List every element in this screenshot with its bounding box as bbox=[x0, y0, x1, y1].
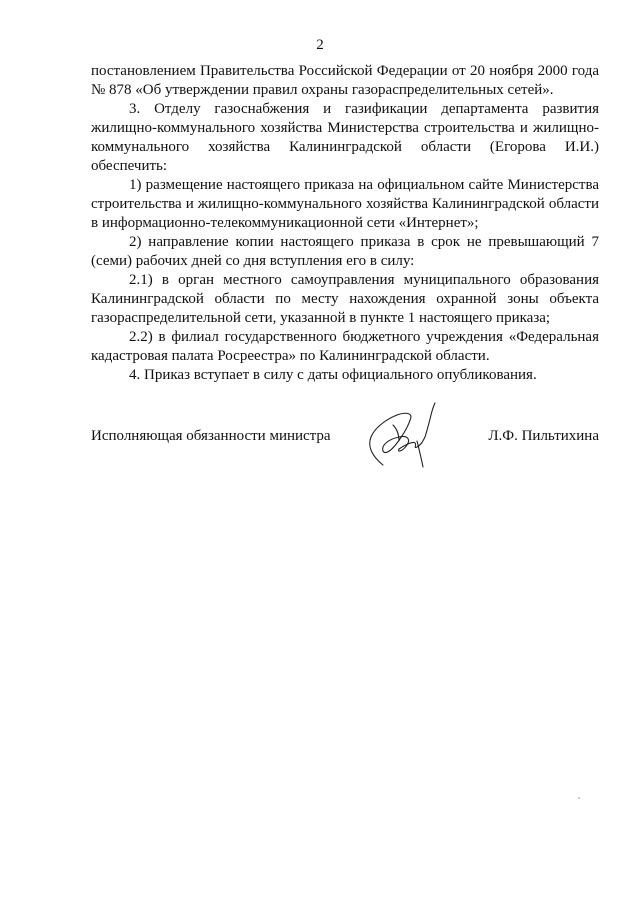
paragraph-item-3-2: 2) направление копии настоящего приказа в срок не превышающий 7 (семи) рабочих дней со дня вступления его в силу: bbox=[91, 234, 599, 269]
paragraph-item-3-2-2: 2.2) в филиал государственного бюджетного учреждения «Федеральная кадастровая палата Росреестра» по Калининградской области. bbox=[91, 329, 599, 364]
scan-speck bbox=[578, 797, 580, 799]
page-number: 2 bbox=[316, 37, 324, 53]
paragraph-item-4: 4. Приказ вступает в силу с даты официального опубликования. bbox=[129, 367, 537, 383]
signature-block bbox=[91, 423, 599, 483]
paragraph-item-3: 3. Отделу газоснабжения и газификации департамента развития жилищно-коммунального хозяйства Министерства строительства и жилищно-коммунального хозяйства Калининградской области (Егорова И.И.) обеспечить: bbox=[91, 101, 599, 174]
paragraph-item-3-2-1: 2.1) в орган местного самоуправления муниципального образования Калининградской области по месту нахождения охранной зоны объекта газораспределительной сети, указанной в пункте 1 настоящего приказа; bbox=[91, 272, 599, 326]
paragraph-item-3-1: 1) размещение настоящего приказа на официальном сайте Министерства строительства и жилищно-коммунального хозяйства Калининградской области в информационно-телекоммуникационной сети «Интернет»; bbox=[91, 177, 599, 231]
paragraph-continuation: постановлением Правительства Российской Федерации от 20 ноября 2000 года № 878 «Об утверждении правил охраны газораспределительных сетей». bbox=[91, 63, 599, 98]
signatory-name: Л.Ф. Пильтихина bbox=[488, 428, 599, 444]
document-body bbox=[91, 62, 599, 385]
signatory-title: Исполняющая обязанности министра bbox=[91, 428, 331, 444]
handwritten-signature bbox=[353, 395, 439, 477]
